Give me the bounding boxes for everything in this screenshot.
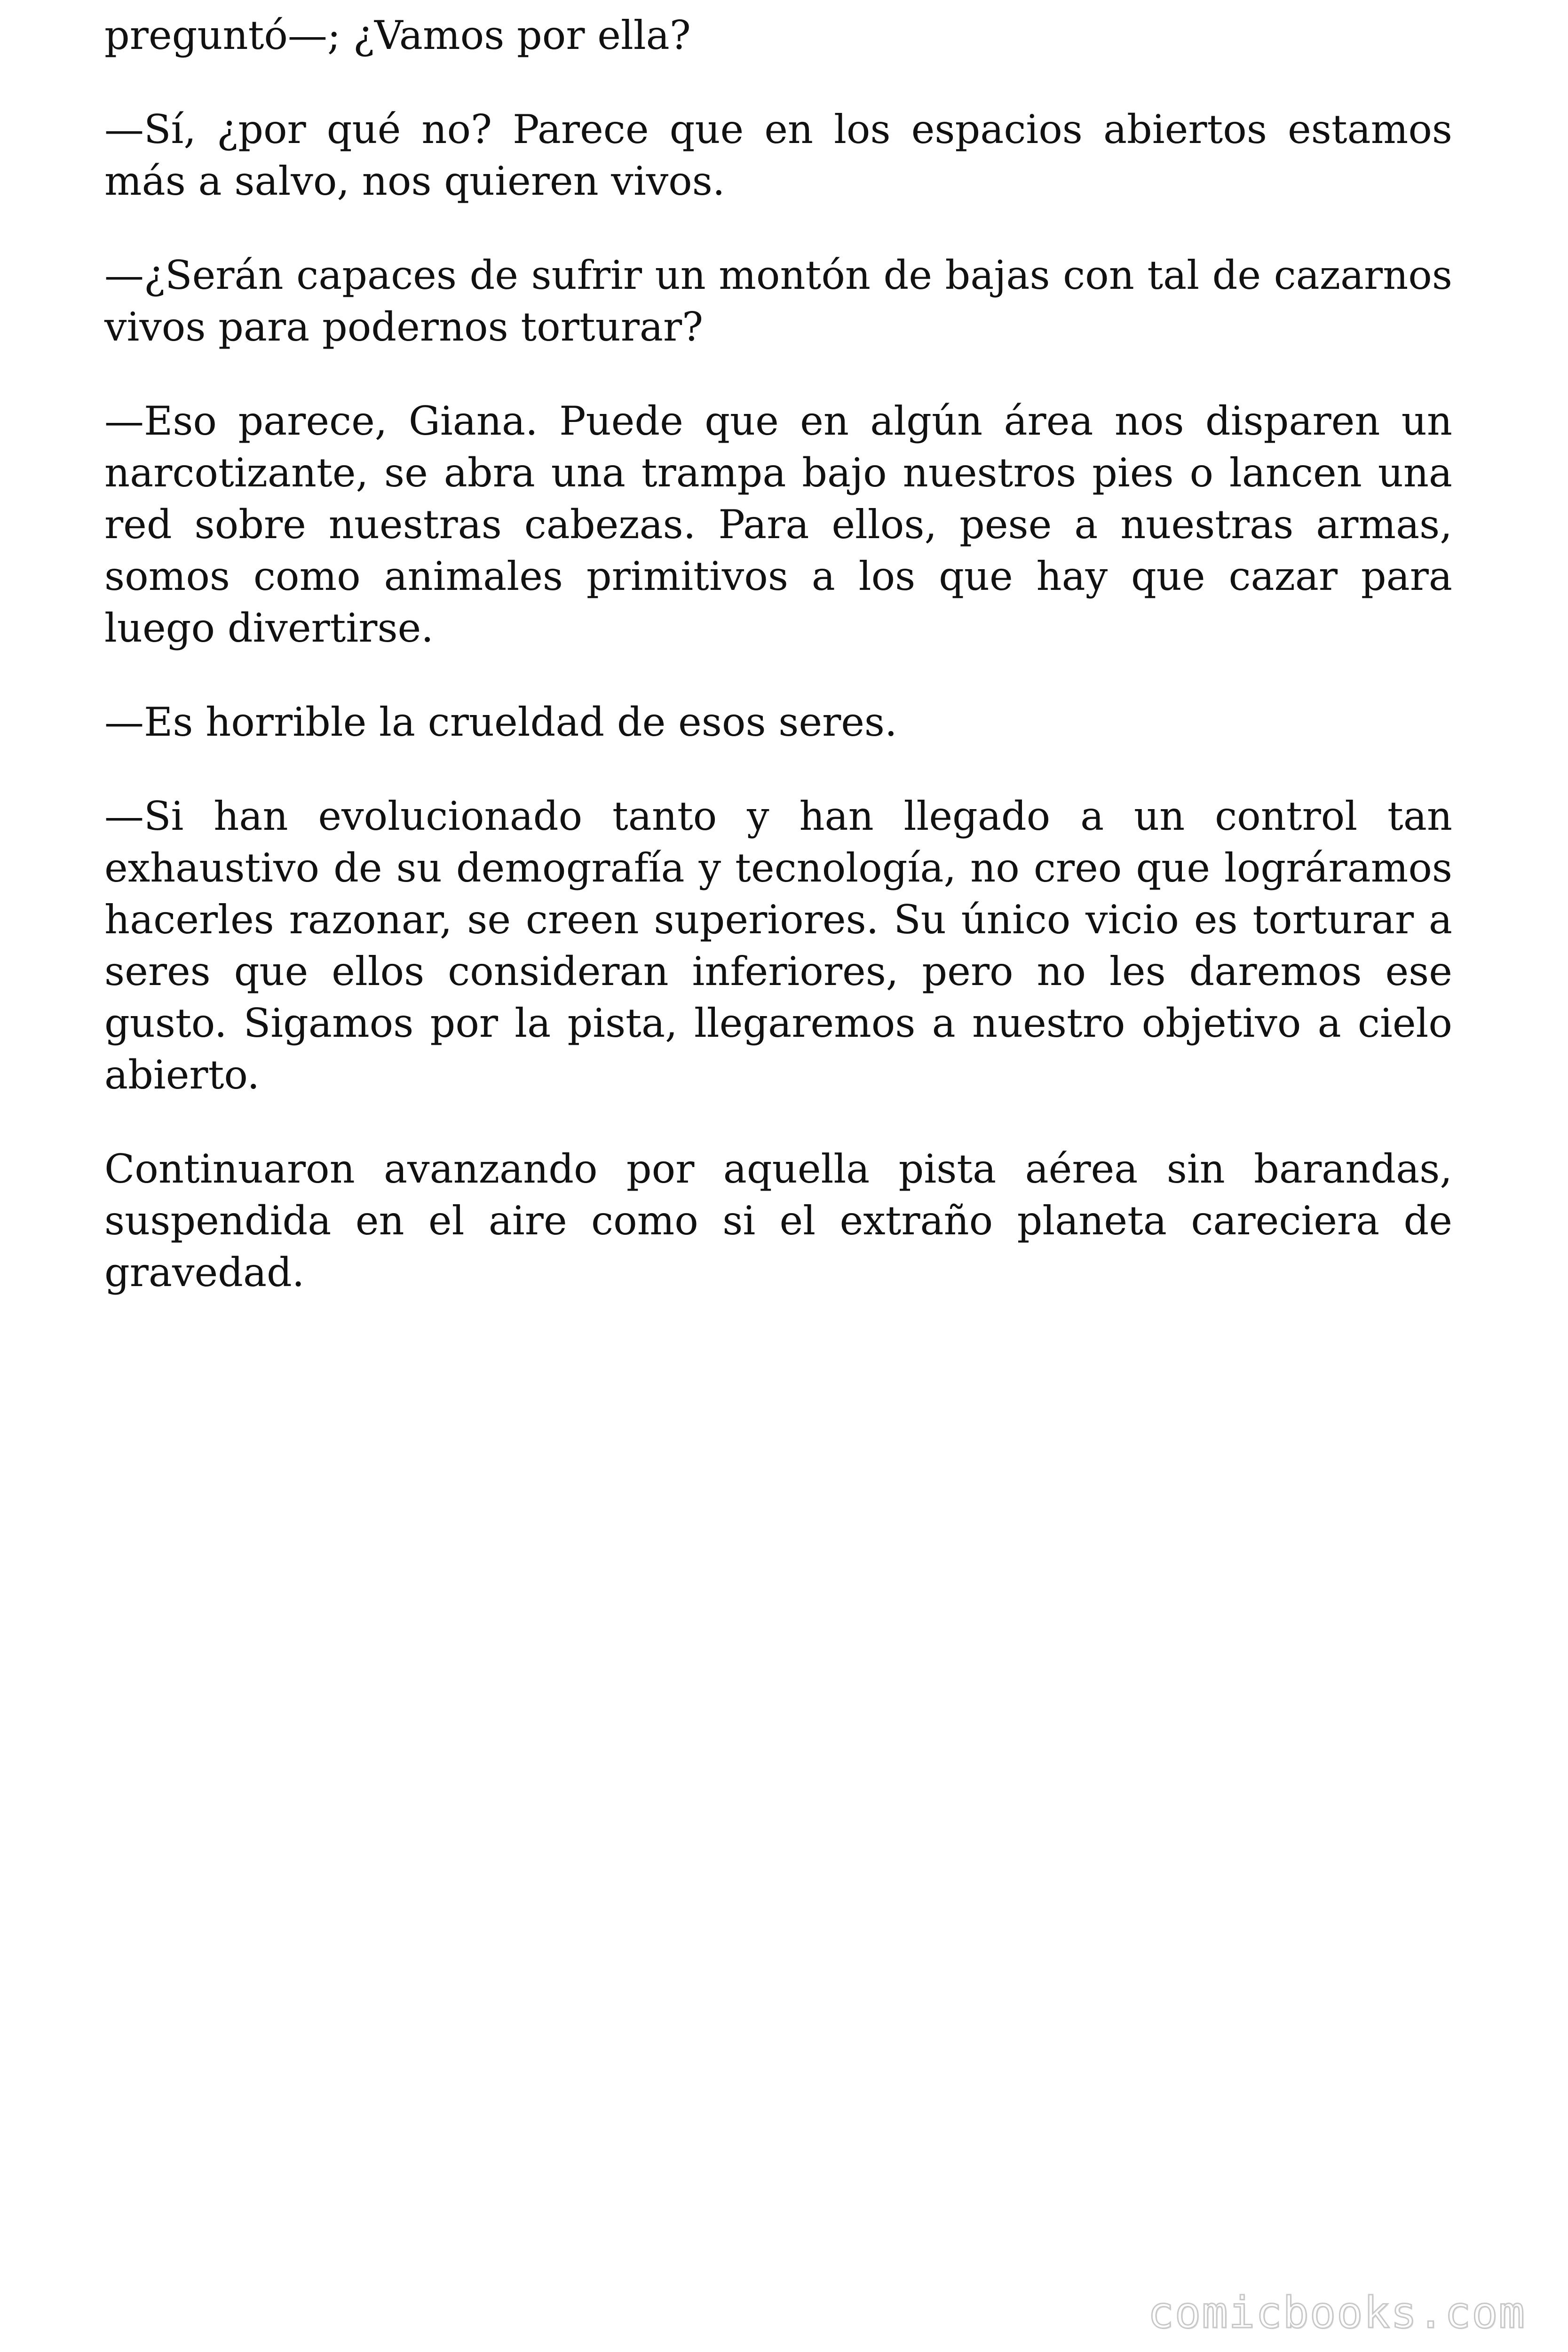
watermark-logo: comicbooks.com bbox=[1148, 2288, 1526, 2338]
paragraph-5: —Es horrible la crueldad de esos seres. bbox=[104, 699, 897, 745]
paragraph-6: —Si han evolucionado tanto y han llegado a un control tan exhaustivo de su demografía y tecnología, no creo que lográramos hacerles razonar, se creen superiores. Su único vicio es torturar a seres que ellos consideran inferiores, pero no les daremos ese gusto. Sigamos por la pista, llegaremos a nuestro objetivo a cielo abierto. bbox=[104, 793, 1452, 1098]
paragraph-4: —Eso parece, Giana. Puede que en algún área nos disparen un narcotizante, se abra una trampa bajo nuestros pies o lancen una red sobre nuestras cabezas. Para ellos, pese a nuestras armas, somos como animales primitivos a los que hay que cazar para luego divertirse. bbox=[104, 398, 1452, 651]
paragraph-1: preguntó—; ¿Vamos por ella? bbox=[104, 12, 691, 58]
paragraph-7: Continuaron avanzando por aquella pista aérea sin barandas, suspendida en el aire como si el extraño planeta careciera de gravedad. bbox=[104, 1146, 1452, 1295]
paragraph-3: —¿Serán capaces de sufrir un montón de bajas con tal de cazarnos vivos para podernos torturar? bbox=[104, 252, 1452, 350]
paragraph-2: —Sí, ¿por qué no? Parece que en los espacios abiertos estamos más a salvo, nos quieren vivos. bbox=[104, 106, 1452, 204]
body-text bbox=[104, 9, 1452, 1341]
